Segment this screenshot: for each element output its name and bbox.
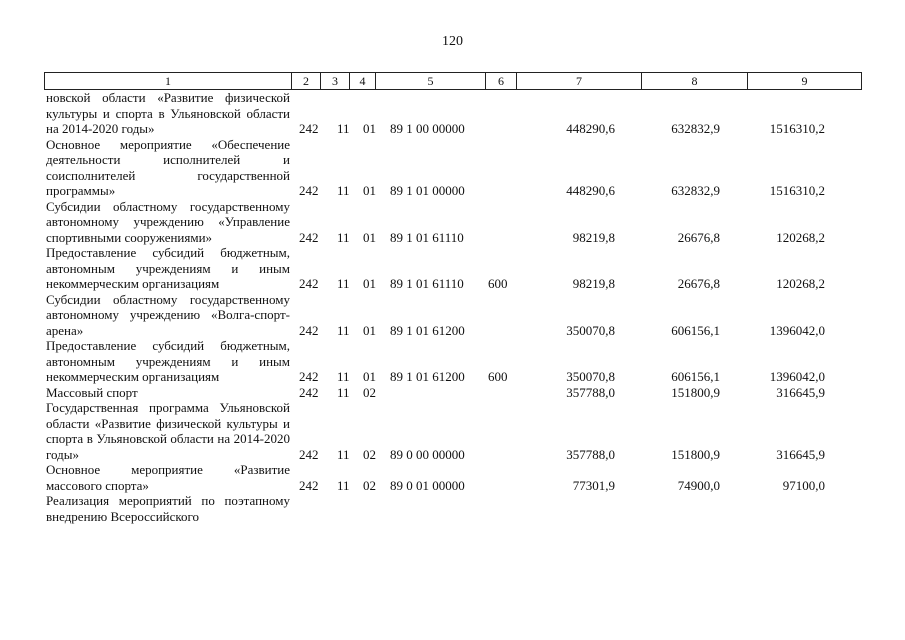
row-description: Реализация мероприятий по поэтапному внедрению Всероссийского bbox=[46, 493, 290, 524]
cell-vr: 600 bbox=[488, 276, 508, 291]
row-description: Основное мероприятие «Развитие массового спорта» bbox=[46, 462, 290, 493]
cell-csr: 89 1 00 00000 bbox=[390, 121, 465, 136]
cell-csr: 89 0 01 00000 bbox=[390, 477, 465, 493]
row-description: новской области «Развитие физической культуры и спорта в Ульяновской области на 2014-2020 годы» bbox=[46, 90, 290, 136]
cell-csr: 89 0 00 00000 bbox=[390, 446, 465, 462]
cell-pr: 02 bbox=[363, 477, 376, 493]
cell-csr: 89 1 01 61200 bbox=[390, 369, 465, 384]
cell-kvr: 242 bbox=[299, 446, 319, 462]
header-col-7: 7 bbox=[517, 73, 642, 90]
cell-kvr: 242 bbox=[299, 384, 319, 400]
cell-rz: 11 bbox=[337, 183, 350, 198]
row-description: Предоставление субсидий бюджетным, автономным учреждениям и иным некоммерческим организациям bbox=[46, 245, 290, 291]
cell-rz: 11 bbox=[337, 322, 350, 338]
cell-value-7: 98219,8 bbox=[572, 276, 615, 291]
cell-value-7: 77301,9 bbox=[572, 477, 615, 493]
table-row bbox=[0, 137, 905, 199]
table-row bbox=[0, 462, 905, 493]
table-row bbox=[0, 400, 905, 462]
cell-value-8: 74900,0 bbox=[677, 477, 720, 493]
cell-value-7: 357788,0 bbox=[566, 446, 615, 462]
column-header-row bbox=[45, 73, 862, 90]
header-col-5: 5 bbox=[376, 73, 486, 90]
header-col-3: 3 bbox=[321, 73, 350, 90]
header-col-8: 8 bbox=[642, 73, 748, 90]
cell-value-8: 606156,1 bbox=[671, 369, 720, 384]
cell-csr: 89 1 01 61110 bbox=[390, 229, 464, 245]
cell-value-7: 350070,8 bbox=[566, 322, 615, 338]
cell-value-8: 632832,9 bbox=[671, 121, 720, 136]
cell-pr: 01 bbox=[363, 369, 376, 384]
cell-pr: 01 bbox=[363, 121, 376, 136]
cell-value-8: 151800,9 bbox=[671, 384, 720, 400]
cell-value-7: 357788,0 bbox=[566, 384, 615, 400]
cell-value-8: 26676,8 bbox=[677, 229, 720, 245]
cell-csr: 89 1 01 61110 bbox=[390, 276, 464, 291]
table-row bbox=[0, 90, 905, 137]
cell-value-7: 448290,6 bbox=[566, 121, 615, 136]
cell-pr: 01 bbox=[363, 229, 376, 245]
cell-value-7: 98219,8 bbox=[572, 229, 615, 245]
table-row bbox=[0, 385, 905, 401]
cell-value-9: 316645,9 bbox=[776, 384, 825, 400]
cell-rz: 11 bbox=[337, 446, 350, 462]
cell-rz: 11 bbox=[337, 121, 350, 136]
header-col-4: 4 bbox=[350, 73, 376, 90]
cell-kvr: 242 bbox=[299, 276, 319, 291]
header-col-2: 2 bbox=[292, 73, 321, 90]
cell-kvr: 242 bbox=[299, 229, 319, 245]
header-col-1: 1 bbox=[45, 73, 292, 90]
cell-value-8: 26676,8 bbox=[677, 276, 720, 291]
cell-csr: 89 1 01 61200 bbox=[390, 322, 465, 338]
cell-rz: 11 bbox=[337, 384, 350, 400]
table-row bbox=[0, 245, 905, 292]
cell-rz: 11 bbox=[337, 477, 350, 493]
table-row bbox=[0, 292, 905, 339]
cell-kvr: 242 bbox=[299, 322, 319, 338]
cell-value-9: 120268,2 bbox=[776, 229, 825, 245]
row-description: Предоставление субсидий бюджетным, автономным учреждениям и иным некоммерческим организациям bbox=[46, 338, 290, 384]
table-row bbox=[0, 199, 905, 246]
cell-rz: 11 bbox=[337, 276, 350, 291]
cell-value-9: 316645,9 bbox=[776, 446, 825, 462]
cell-value-8: 151800,9 bbox=[671, 446, 720, 462]
page-number: 120 bbox=[442, 34, 463, 49]
cell-value-9: 1396042,0 bbox=[769, 322, 825, 338]
cell-value-9: 97100,0 bbox=[782, 477, 825, 493]
cell-pr: 01 bbox=[363, 322, 376, 338]
cell-value-8: 632832,9 bbox=[671, 183, 720, 198]
cell-vr: 600 bbox=[488, 369, 508, 384]
cell-pr: 02 bbox=[363, 446, 376, 462]
row-description: Субсидии областному государственному автономному учреждению «Волга-спорт-арена» bbox=[46, 291, 290, 338]
cell-csr: 89 1 01 00000 bbox=[390, 183, 465, 198]
cell-rz: 11 bbox=[337, 369, 350, 384]
row-description: Субсидии областному государственному автономному учреждению «Управление спортивными сооружениями» bbox=[46, 198, 290, 245]
cell-value-7: 350070,8 bbox=[566, 369, 615, 384]
cell-value-9: 120268,2 bbox=[776, 276, 825, 291]
row-description: Государственная программа Ульяновской области «Развитие физической культуры и спорта в Ульяновской области на 2014-2020 годы» bbox=[46, 400, 290, 462]
cell-kvr: 242 bbox=[299, 369, 319, 384]
row-description: Основное мероприятие «Обеспечение деятельности исполнителей и соисполнителей государственной программы» bbox=[46, 136, 290, 198]
table-row bbox=[0, 493, 905, 524]
cell-kvr: 242 bbox=[299, 121, 319, 136]
cell-value-7: 448290,6 bbox=[566, 183, 615, 198]
cell-rz: 11 bbox=[337, 229, 350, 245]
header-col-9: 9 bbox=[748, 73, 862, 90]
row-description: Массовый спорт bbox=[46, 384, 138, 400]
cell-pr: 01 bbox=[363, 276, 376, 291]
cell-value-9: 1396042,0 bbox=[769, 369, 825, 384]
cell-kvr: 242 bbox=[299, 183, 319, 198]
cell-value-8: 606156,1 bbox=[671, 322, 720, 338]
column-header-table bbox=[44, 72, 862, 90]
cell-pr: 02 bbox=[363, 384, 376, 400]
cell-value-9: 1516310,2 bbox=[769, 183, 825, 198]
table-row bbox=[0, 338, 905, 385]
cell-kvr: 242 bbox=[299, 477, 319, 493]
cell-pr: 01 bbox=[363, 183, 376, 198]
budget-table-body bbox=[0, 90, 905, 524]
header-col-6: 6 bbox=[486, 73, 517, 90]
cell-value-9: 1516310,2 bbox=[769, 121, 825, 136]
